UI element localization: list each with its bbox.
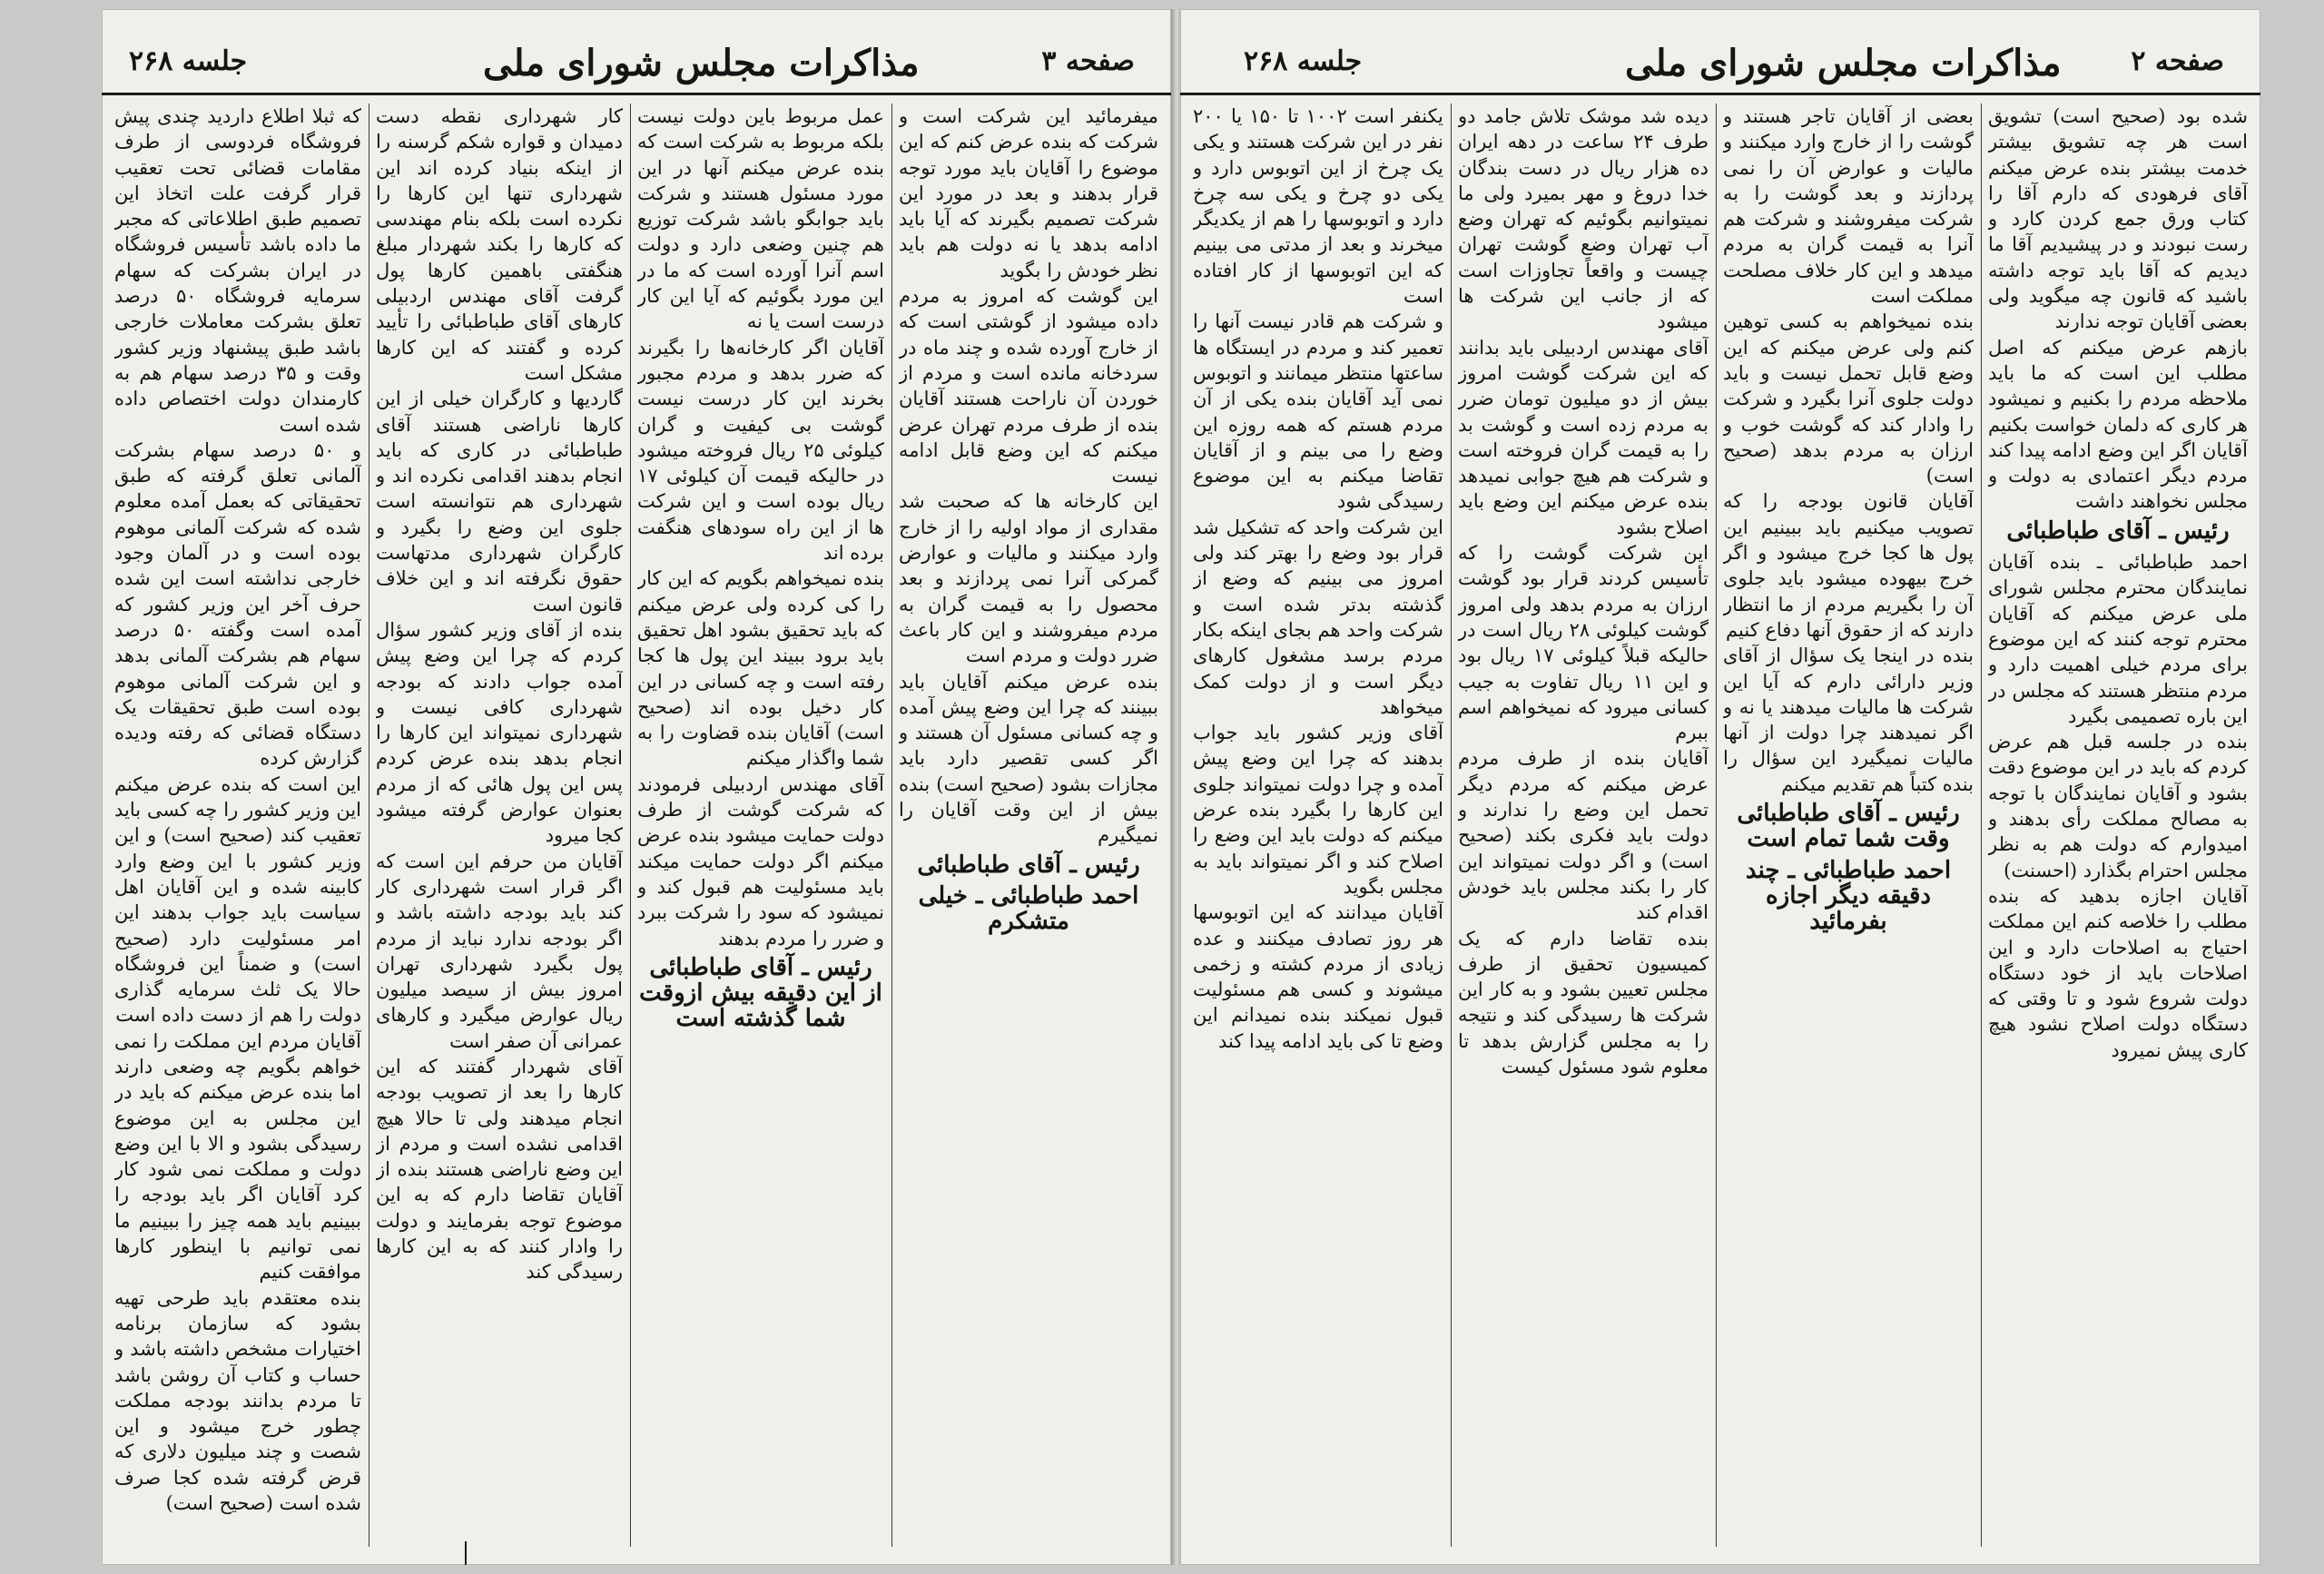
paragraph: و شرکت هم قادر نیست آنها را تعمیر کند و مردم در ایستگاه ها ساعتها منتظر میمانند و اتوبوس نمی آید آقایان بنده یکی از آن مردم هستم که همه روزه این وضع را می بینم و از آقایان تقاضا میکنم به این موضوع رسیدگی شود	[1193, 310, 1443, 513]
paragraph: گاردیها و کارگران خیلی از این کارها ناراضی هستند آقای طباطبائی در کاری که باید انجام بدهند اقدامی نکرده اند و شهرداری هم نتوانسته است جلوی این وضع را بگیرد و کارگران شهرداری مدتهاست حقوق نگرفته اند و این خلاف قانون است	[376, 388, 623, 615]
paragraph: بنده از آقای وزیر کشور سؤال کردم که چرا این وضع پیش آمده جواب دادند که بودجه شهرداری کافی نیست و شهرداری نمیتواند این کارها را انجام بدهد بنده عرض کردم پس این پول هائی که از مردم بعنوان عوارض گرفته میشود کجا میرود	[376, 618, 623, 847]
paragraph: آقای مهندس اردبیلی باید بدانند که این شرکت گوشت امروز بیش از دو میلیون تومان ضرر به مردم زده است و گوشت بد را به قیمت گران فروخته است و شرکت هم هیچ جوابی نمیدهد بنده عرض میکنم این وضع باید اصلاح بشود	[1458, 336, 1709, 538]
left-page	[102, 9, 1171, 1565]
right-session-label: جلسه ۲۶۸	[1244, 45, 1363, 77]
left-page-title: مذاکرات مجلس شورای ملی	[483, 42, 920, 84]
left-page-number: صفحه ۳	[1041, 45, 1135, 77]
right-column-2	[1458, 103, 1709, 1547]
paragraph: احمد طباطبائی ـ بنده آقایان نمایندگان محترم مجلس شورای ملی عرض میکنم که آقایان محترم توجه کنند که این موضوع برای مردم خیلی اهمیت دارد و مردم منتظر هستند که مجلس در این باره تصمیمی بگیرد	[1988, 551, 2248, 727]
right-column-1	[1193, 103, 1443, 1547]
speaker-line: رئیس ـ آقای طباطبائی وقت شما تمام است	[1737, 800, 1960, 853]
paragraph: و ۵۰ درصد سهام بشرکت آلمانی تعلق گرفته که طبق تحقیقاتی که بعمل آمده معلوم شده که شرکت آلمانی موهوم بوده است و در آلمان وجود خارجی نداشته است این شده حرف آخر این وزیر کشور که آمده است وگفته ۵۰ درصد سهام هم بشرکت آلمانی بدهد و این شرکت آلمانی موهوم بوده است طبق تحقیقات یک دستگاه قضائی که رفته ودیده گزارش کرده	[114, 438, 361, 770]
paragraph: بنده در اینجا یک سؤال از آقای وزیر دارائی دارم که آیا این شرکت ها مالیات میدهند یا نه و اگر نمیدهند چرا دولت از آنها مالیات نمیگیرد این سؤال را بنده کتباً هم تقدیم میکنم	[1723, 644, 1974, 795]
right-page-header	[1180, 9, 2260, 95]
column-rule	[630, 103, 631, 1547]
paragraph: آقایان میدانند که این اتوبوسها هر روز تصادف میکنند و عده زیادی از مردم کشته و زخمی میشوند و کسی هم مسئولیت قبول نمیکند بنده نمیدانم این وضع تا کی باید ادامه پیدا کند	[1193, 901, 1443, 1052]
bottom-rule-mark	[465, 1541, 467, 1565]
left-page-body	[114, 103, 1158, 1547]
paragraph: که ثبلا اطلاع داردید چندی پیش فروشگاه فردوسی از طرف مقامات قضائی تحت تعقیب قرار گرفت علت اتخاذ این تصمیم طبق اطلاعاتی که مجبر ما داده باشد تأسیس فروشگاه در ایران بشرکت که سهام سرمایه فروشگاه ۵۰ درصد تعلق بشرکت معاملات خارجی باشد طبق پیشنهاد وزیر کشور وقت و ۳۵ درصد سهام هم به کارمندان دولت اختصاص داده شده است	[114, 105, 361, 436]
speaker-line: احمد طباطبائی ـ خیلی متشکرم	[918, 881, 1139, 936]
right-page	[1180, 9, 2260, 1565]
column-rule	[1716, 103, 1717, 1547]
paragraph: آقای مهندس اردبیلی فرمودند که شرکت گوشت از طرف دولت حمایت میشود بنده عرض میکنم اگر دولت حمایت میکند باید مسئولیت هم قبول کند و نمیشود که سود را شرکت ببرد و ضرر را مردم بدهند	[637, 772, 884, 949]
paragraph: آقایان اجازه بدهید که بنده مطلب را خلاصه کنم این مملکت احتیاج به اصلاحات دارد و این اصلاحات باید از خود دستگاه دولت شروع شود و تا وقتی که دستگاه دولت اصلاح نشود هیچ کاری پیش نمیرود	[1988, 884, 2248, 1061]
right-column-3	[1723, 103, 1974, 1547]
paragraph: یکنفر است ۱۰۰۲ تا ۱۵۰ یا ۲۰۰ نفر در این شرکت هستند و یکی یک چرخ از این اتوبوس دارد و یکی دو چرخ و یکی سه چرخ دارد و اتوبوسها را هم از یکدیگر میخرند و بعد از مدتی می بینیم که این اتوبوسها از کار افتاده است	[1193, 105, 1443, 308]
paragraph: بازهم عرض میکنم که اصل مطلب این است که ما باید ملاحظه مردم را بکنیم و نمیشود هر کاری که دلمان خواست بکنیم آقایان اگر این وضع ادامه پیدا کند مردم دیگر اعتمادی به دولت و مجلس نخواهند داشت	[1988, 336, 2248, 513]
paragraph: آقایان اگر کارخانه‌ها را بگیرند که ضرر بدهد و مردم مجبور بخرند این کار درست نیست گوشت بی کیفیت و گران کیلوئی ۲۵ ریال فروخته میشود در حالیکه قیمت آن کیلوئی ۱۷ ریال بوده است و این شرکت ها از این راه سودهای هنگفت برده اند	[637, 336, 884, 565]
right-page-title: مذاکرات مجلس شورای ملی	[1625, 42, 2062, 84]
paragraph: بنده معتقدم باید طرحی تهیه بشود که سازمان برنامه اختیارات مشخص داشته باشد و حساب و کتاب آن روشن باشد تا مردم بدانند بودجه مملکت چطور خرج میشود و این شصت و چند میلیون دلاری که قرض گرفته شده کجا صرف شده است (صحیح است)	[114, 1286, 361, 1515]
paragraph: بنده در جلسه قبل هم عرض کردم که باید در این موضوع دقت بشود و آقایان نمایندگان با توجه به مصالح مملکت رأی بدهند و امیدوارم که دولت هم به نظر مجلس احترام بگذارد (احسنت)	[1988, 731, 2248, 881]
paragraph: بنده نمیخواهم به کسی توهین کنم ولی عرض میکنم که این وضع قابل تحمل نیست و باید دولت جلوی آنرا بگیرد و شرکت را وادار کند که گوشت خوب و ارزان به مردم بدهد (صحیح است)	[1723, 310, 1974, 487]
column-rule	[891, 103, 892, 1547]
left-column-2	[376, 103, 623, 1547]
speaker-line: رئیس ـ آقای طباطبائی	[2006, 516, 2230, 545]
paragraph: آقای شهردار گفتند که این کارها را بعد از تصویب بودجه انجام میدهند ولی تا حالا هیچ اقدامی نشده است و مردم از این وضع ناراضی هستند بنده از آقایان تقاضا دارم که به این موضوع توجه بفرمایند و دولت را وادار کنند که به این کارها رسیدگی کند	[376, 1055, 623, 1284]
column-rule	[1981, 103, 1982, 1547]
paragraph: این است که بنده عرض میکنم این وزیر کشور را چه کسی باید تعقیب کند (صحیح است) و این وزیر کشور با این وضع وارد کابینه شده و این آقایان اهل سیاست باید جواب بدهند این امر مسئولیت دارد (صحیح است) و ضمناً این فروشگاه حالا یک ثلث سرمایه گذاری دولت را هم از دست داده است	[114, 772, 361, 1027]
paragraph: آقایان قانون بودجه را که تصویب میکنیم باید ببینیم این پول ها کجا خرج میشود و اگر خرج بیهوده میشود باید جلوی آن را بگیریم مردم از ما انتظار دارند که از حقوق آنها دفاع کنیم	[1723, 490, 1974, 641]
paragraph: کار شهرداری نقطه دست دمیدان و قواره شکم گرسنه را از اینکه بنیاد کرده اند این شهرداری تنها این کارها را نکرده است بلکه بنام مهندسی که کارها را بکند شهردار مبلغ هنگفتی باهمین کارها پول گرفت آقای مهندس اردبیلی کارهای آقای طباطبائی را تأیید کرده و گفتند که این کارها مشکل است	[376, 105, 623, 384]
speaker-line: احمد طباطبائی ـ چند دقیقه دیگر اجازه بفرمائید	[1745, 856, 1952, 936]
speaker-line: رئیس ـ آقای طباطبائی	[917, 851, 1140, 879]
paragraph: این گوشت که امروز به مردم داده میشود از گوشتی است که از خارج آورده شده و چند ماه در سردخانه مانده است و مردم از خوردن آن ناراحت هستند آقایان بنده از طرف مردم تهران عرض میکنم که این وضع قابل ادامه نیست	[899, 285, 1158, 487]
paragraph: این شرکت گوشت را که تأسیس کردند قرار بود گوشت ارزان به مردم بدهد ولی امروز گوشت کیلوئی ۲۸ ریال است در حالیکه قبلاً کیلوئی ۱۷ ریال بود و این ۱۱ ریال تفاوت به جیب کسانی میرود که نمیخواهم اسم ببرم	[1458, 542, 1709, 744]
paragraph: این شرکت واحد که تشکیل شد قرار بود وضع را بهتر کند ولی امروز می بینیم که وضع از گذشته بدتر شده است و شرکت واحد هم بجای اینکه بکار مردم برسد مشغول کارهای دیگر است و از دولت کمک میخواهد	[1193, 516, 1443, 718]
paragraph: آقایان بنده از طرف مردم عرض میکنم که مردم دیگر تحمل این وضع را ندارند و دولت باید فکری بکند (صحیح است) و اگر دولت نمیتواند این کار را بکند مجلس باید خودش اقدام کند	[1458, 747, 1709, 924]
paragraph: بنده عرض میکنم آقایان باید ببینند که چرا این وضع پیش آمده و چه کسانی مسئول آن هستند و اگر کسی تقصیر دارد باید مجازات بشود (صحیح است) بنده بیش از این وقت آقایان را نمیگیرم	[899, 670, 1158, 847]
paragraph: شده بود (صحیح است) تشویق است هر چه تشویق بیشتر خدمت بیشتر بنده عرض میکنم آقای فرهودی که دارم آقا را کتاب ورق جمع کردن کارد و رست نبودند و در پیشیدیم آقا ما دیدیم که آقا باید توجه داشته باشید که قانون چه میگوید ولی بعضی آقایان توجه ندارند	[1988, 105, 2248, 333]
left-column-3	[637, 103, 884, 1547]
paragraph: دیده شد موشک تلاش جامد دو طرف ۲۴ ساعت در دهه ایران ده هزار ریال در دست بندگان خدا دروغ و مهر بمیرد ولی ما نمیتوانیم بگوئیم که تهران وضع آب تهران وضع گوشت تهران چیست و واقعاً تجاوزات است که از جانب این شرکت ها میشود	[1458, 105, 1709, 333]
paragraph: عمل مربوط باین دولت نیست بلکه مربوط به شرکت است که بنده عرض میکنم آنها در این مورد مسئول هستند و شرکت باید جوابگو باشد شرکت توزیع هم چنین وضعی دارد و دولت اسم آنرا آورده است که ما در این مورد بگوئیم که آیا این کار درست است یا نه	[637, 105, 884, 333]
right-page-body	[1193, 103, 2248, 1547]
paragraph: آقایان من حرفم این است که اگر قرار است شهرداری کار کند باید بودجه داشته باشد و اگر بودجه ندارد نباید از مردم پول بگیرد شهرداری تهران امروز بیش از سیصد میلیون ریال عوارض میگیرد و کارهای عمرانی آن صفر است	[376, 850, 623, 1052]
page-fold	[1171, 9, 1180, 1565]
paragraph: بعضی از آقایان تاجر هستند و گوشت را از خارج وارد میکنند و مالیات و عوارض آن را نمی پردازند و بعد گوشت را به شرکت میفروشند و شرکت هم آنرا به قیمت گران به مردم میدهد و این کار خلاف مصلحت مملکت است	[1723, 105, 1974, 308]
paragraph: آقایان مردم این مملکت را نمی خواهم بگویم چه وضعی دارند اما بنده عرض میکنم که باید در این مجلس به این موضوع رسیدگی بشود و الا با این وضع دولت و مملکت نمی شود کار کرد آقایان اگر باید بودجه را ببینیم باید همه چیز را ببینیم ما نمی توانیم با اینطور کارها موافقت کنیم	[114, 1029, 361, 1284]
left-column-1	[114, 103, 361, 1547]
paragraph: میفرمائید این شرکت است و شرکت که بنده عرض کنم که این موضوع را آقایان باید مورد توجه قرار بدهند و بعد در مورد این شرکت تصمیم بگیرند که آیا باید ادامه بدهد یا نه دولت هم باید نظر خودش را بگوید	[899, 105, 1158, 281]
paragraph: آقای وزیر کشور باید جواب بدهند که چرا این وضع پیش آمده و چرا دولت نمیتواند جلوی این کارها را بگیرد بنده عرض میکنم که دولت باید این وضع را اصلاح کند و اگر نمیتواند باید به مجلس بگوید	[1193, 722, 1443, 898]
left-page-header	[102, 9, 1171, 95]
right-page-number: صفحه ۲	[2131, 45, 2224, 77]
speaker-line: رئیس ـ آقای طباطبائی از این دقیقه بیش ازوقت شما گذشته است	[639, 953, 882, 1033]
left-session-label: جلسه ۲۶۸	[129, 45, 248, 77]
paragraph: بنده تقاضا دارم که یک کمیسیون تحقیق از طرف مجلس تعیین بشود و به کار این شرکت ها رسیدگی کند و نتیجه را به مجلس گزارش بدهد تا معلوم شود مسئول کیست	[1458, 927, 1709, 1077]
right-column-4	[1988, 103, 2248, 1547]
column-rule	[1451, 103, 1452, 1547]
left-column-4	[899, 103, 1158, 1547]
paragraph: بنده نمیخواهم بگویم که این کار را کی کرده ولی عرض میکنم که باید تحقیق بشود اهل تحقیق باید برود ببیند این پول ها کجا رفته است و چه کسانی در این کار دخیل بوده اند (صحیح است) آقایان بنده قضاوت را به شما واگذار میکنم	[637, 567, 884, 770]
paragraph: این کارخانه ها که صحبت شد مقداری از مواد اولیه را از خارج وارد میکنند و مالیات و عوارض گمرکی آنرا نمی پردازند و بعد محصول را به قیمت گران به مردم میفروشند و این کار باعث ضرر دولت و مردم است	[899, 490, 1158, 667]
